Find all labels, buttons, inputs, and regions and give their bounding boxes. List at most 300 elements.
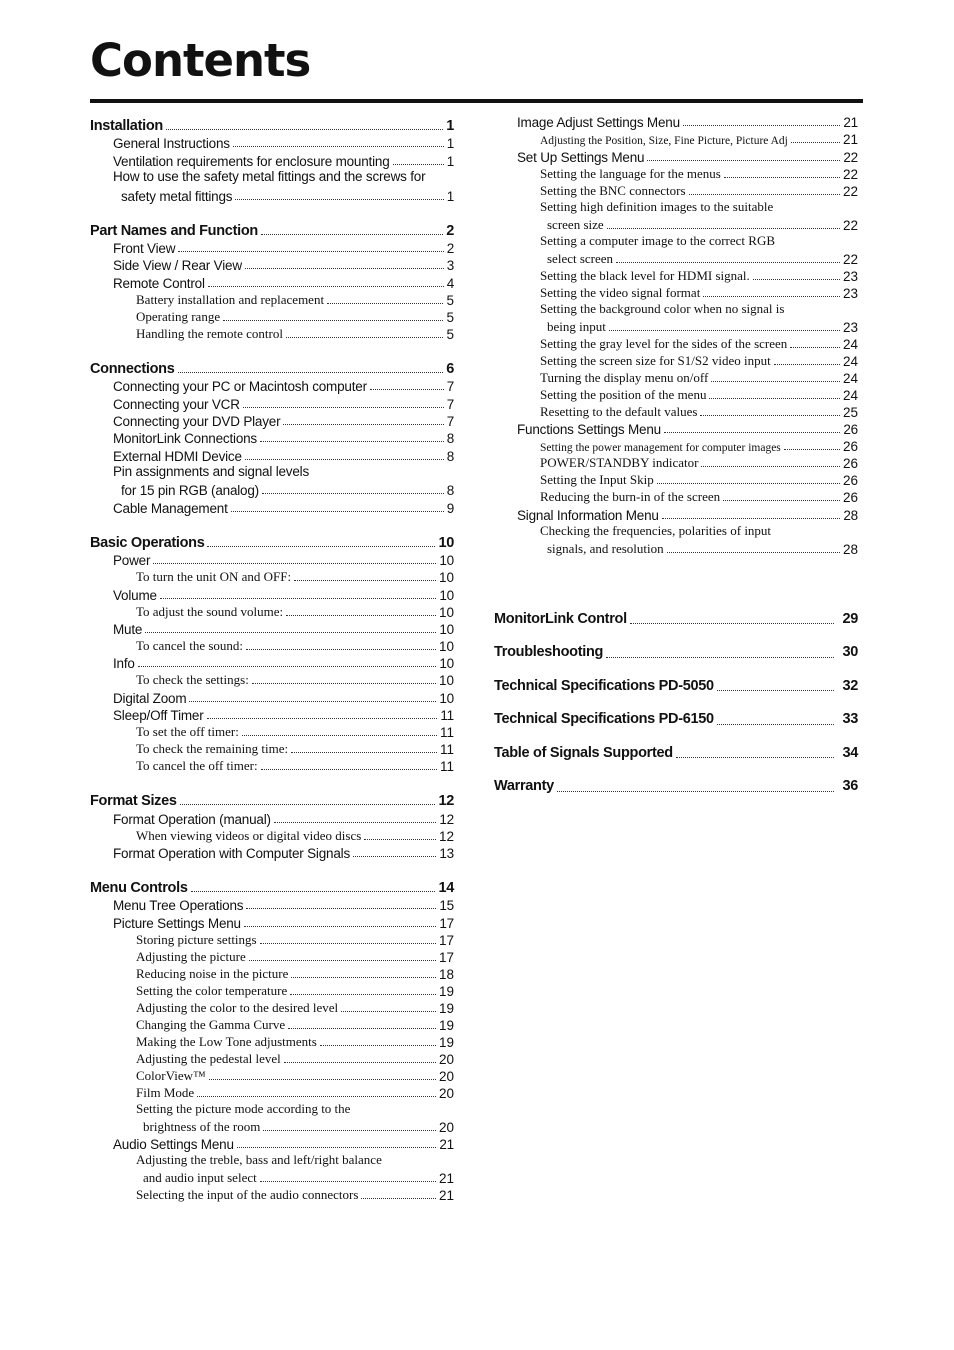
toc-entry-page: 22 <box>842 251 858 267</box>
toc-section-heading[interactable] <box>90 788 454 809</box>
section-gap <box>90 516 454 530</box>
section-gap <box>90 861 454 875</box>
toc-entry-page: 9 <box>446 500 454 516</box>
toc-entry-page: 10 <box>439 587 454 603</box>
toc-entry-label: and audio input select <box>143 1170 257 1186</box>
toc-entry-page: 6 <box>446 360 454 377</box>
toc-entry-page: 17 <box>438 949 454 965</box>
toc-major-heading[interactable] <box>494 636 858 670</box>
dot-leader <box>667 552 840 553</box>
toc-entry-line[interactable]: Adjusting the treble, bass and left/right balance <box>136 1152 382 1168</box>
toc-entry-page: 8 <box>446 483 454 499</box>
toc-entry-page: 10 <box>438 534 454 551</box>
toc-entry-label: Setting the color temperature <box>136 982 288 998</box>
toc-entry-page: 24 <box>842 353 858 369</box>
dot-leader <box>657 483 840 484</box>
toc-entry[interactable] <box>90 585 454 602</box>
toc-entry[interactable] <box>90 446 454 463</box>
toc-entry-label: Functions Settings Menu <box>517 422 661 438</box>
dot-leader <box>244 926 437 927</box>
dot-leader <box>261 769 437 770</box>
toc-entry-page: 5 <box>446 292 454 308</box>
toc-entry-label: To turn the unit ON and OFF: <box>136 569 292 585</box>
toc-entry[interactable] <box>494 505 858 522</box>
toc-entry-label: To set the off timer: <box>136 724 239 740</box>
toc-entry-page: 23 <box>842 268 858 284</box>
dot-leader <box>790 347 840 348</box>
toc-entry[interactable] <box>90 1186 454 1203</box>
toc-entry[interactable] <box>494 386 858 403</box>
toc-entry-label: Setting the video signal format <box>540 284 701 300</box>
dot-leader <box>138 666 437 667</box>
dot-leader <box>630 623 835 624</box>
toc-entry-page: 19 <box>438 1017 454 1033</box>
toc-major-heading[interactable] <box>494 770 858 804</box>
toc-entry-page: 24 <box>842 336 858 352</box>
dot-leader <box>753 279 840 280</box>
toc-entry[interactable] <box>90 429 454 446</box>
toc-entry-page: 1 <box>446 136 454 152</box>
dot-leader <box>557 791 835 792</box>
toc-entry[interactable] <box>90 134 454 151</box>
toc-entry[interactable] <box>90 965 454 982</box>
dot-leader <box>197 1096 436 1097</box>
toc-entry-line[interactable]: Setting the picture mode according to the <box>136 1100 351 1116</box>
toc-entry-label: Film Mode <box>136 1084 195 1100</box>
toc-entry[interactable] <box>90 239 454 256</box>
toc-entry-page: 4 <box>446 275 454 291</box>
dot-leader <box>700 415 840 416</box>
toc-entry-page: 14 <box>438 879 454 896</box>
toc-entry-label: External HDMI Device <box>113 448 242 464</box>
dot-leader <box>233 146 444 147</box>
toc-entry-label: Reducing noise in the picture <box>136 965 289 981</box>
toc-entry-label: Installation <box>90 118 163 134</box>
toc-entry-page: 28 <box>842 541 858 557</box>
toc-entry-label: Adjusting the color to the desired level <box>136 999 339 1015</box>
toc-entry[interactable] <box>90 913 454 930</box>
toc-entry[interactable] <box>90 948 454 965</box>
toc-entry[interactable] <box>494 454 858 471</box>
toc-entry-label: Adjusting the pedestal level <box>136 1050 281 1066</box>
toc-entry-label: Turning the display menu on/off <box>540 369 709 385</box>
toc-entry-label: Adjusting the Position, Size, Fine Picture, Picture Adj <box>540 135 788 148</box>
toc-entry-label: Setting the power management for computer images <box>540 442 781 455</box>
toc-entry[interactable] <box>494 335 858 352</box>
toc-entry-page: 17 <box>438 932 454 948</box>
toc-right-column <box>494 113 858 557</box>
dot-leader <box>784 449 840 450</box>
toc-entry[interactable] <box>494 130 858 147</box>
dot-leader <box>364 839 436 840</box>
toc-entry-page: 17 <box>439 915 454 931</box>
toc-entry-page: 24 <box>842 387 858 403</box>
dot-leader <box>260 1181 436 1182</box>
dot-leader <box>260 441 444 442</box>
toc-entry[interactable] <box>90 1033 454 1050</box>
dot-leader <box>208 286 444 287</box>
dot-leader <box>703 296 840 297</box>
toc-entry[interactable] <box>90 568 454 585</box>
toc-entry[interactable] <box>494 471 858 488</box>
dot-leader <box>260 943 436 944</box>
toc-entry-page: 19 <box>438 983 454 999</box>
toc-major-heading[interactable] <box>494 703 858 737</box>
toc-entry-label: To check the remaining time: <box>136 741 289 757</box>
toc-entry[interactable] <box>494 352 858 369</box>
toc-entry-page: 20 <box>438 1051 454 1067</box>
toc-entry[interactable] <box>90 1084 454 1101</box>
dot-leader <box>286 615 436 616</box>
dot-leader <box>252 683 436 684</box>
toc-entry-page: 11 <box>439 742 454 758</box>
toc-entry-page: 20 <box>438 1085 454 1101</box>
toc-entry-label: Part Names and Function <box>90 222 258 239</box>
toc-entry[interactable] <box>90 481 454 498</box>
toc-entry[interactable] <box>494 437 858 454</box>
toc-entry-label: To cancel the off timer: <box>136 758 258 774</box>
dot-leader <box>245 268 444 269</box>
toc-entry-page: 11 <box>439 759 454 775</box>
toc-entry[interactable] <box>90 620 454 637</box>
toc-entry-label: Digital Zoom <box>113 690 187 706</box>
toc-entry-page: 30 <box>842 644 858 661</box>
toc-entry[interactable] <box>90 896 454 913</box>
toc-entry[interactable] <box>90 1067 454 1084</box>
toc-entry-label: Connecting your DVD Player <box>113 413 281 429</box>
toc-major-sections <box>494 602 858 803</box>
dot-leader <box>724 177 840 178</box>
toc-entry-label: signals, and resolution <box>547 540 664 556</box>
toc-entry[interactable] <box>494 182 858 199</box>
dot-leader <box>207 546 435 547</box>
toc-entry-page: 1 <box>446 153 454 169</box>
toc-entry[interactable] <box>90 999 454 1016</box>
toc-section-heading[interactable] <box>90 356 454 377</box>
dot-leader <box>274 822 437 823</box>
toc-entry-label: Connecting your VCR <box>113 396 240 412</box>
dot-leader <box>237 1147 437 1148</box>
toc-entry-label: Setting the Input Skip <box>540 472 654 488</box>
dot-leader <box>647 160 840 161</box>
dot-leader <box>231 511 444 512</box>
toc-entry[interactable] <box>90 273 454 290</box>
toc-entry[interactable] <box>90 308 454 325</box>
toc-entry-label: Menu Tree Operations <box>113 898 244 914</box>
toc-section-heading[interactable] <box>90 113 454 134</box>
toc-entry[interactable] <box>494 216 858 233</box>
toc-entry[interactable] <box>90 637 454 654</box>
toc-entry-page: 21 <box>842 132 858 148</box>
toc-entry-label: Setting the BNC connectors <box>540 182 686 198</box>
toc-entry-line[interactable]: Pin assignments and signal levels <box>113 463 310 479</box>
dot-leader <box>353 856 436 857</box>
dot-leader <box>676 757 835 758</box>
toc-entry-label: Setting the screen size for S1/S2 video input <box>540 352 771 368</box>
toc-major-heading[interactable] <box>494 602 858 636</box>
dot-leader <box>701 466 840 467</box>
toc-entry-label: Remote Control <box>113 275 205 291</box>
toc-entry-line[interactable]: Setting the background color when no signal is <box>540 300 785 316</box>
toc-entry[interactable] <box>90 325 454 342</box>
toc-entry-label: Set Up Settings Menu <box>517 149 645 165</box>
dot-leader <box>711 381 840 382</box>
dot-leader <box>284 1062 436 1063</box>
dot-leader <box>291 977 436 978</box>
toc-entry[interactable] <box>90 377 454 394</box>
toc-entry-page: 11 <box>439 725 454 741</box>
dot-leader <box>717 724 835 725</box>
toc-entry-label: Setting the position of the menu <box>540 386 707 402</box>
toc-entry[interactable] <box>90 809 454 826</box>
toc-entry-page: 34 <box>842 744 858 761</box>
dot-leader <box>286 337 444 338</box>
toc-entry[interactable] <box>90 1118 454 1135</box>
toc-entry-page: 26 <box>843 422 858 438</box>
toc-entry-label: Battery installation and replacement <box>136 291 325 307</box>
toc-left-column <box>90 113 454 1203</box>
toc-entry-page: 12 <box>438 828 454 844</box>
toc-entry[interactable] <box>90 412 454 429</box>
toc-major-heading[interactable] <box>494 669 858 703</box>
section-gap <box>90 342 454 356</box>
dot-leader <box>709 398 840 399</box>
toc-entry[interactable] <box>90 827 454 844</box>
dot-leader <box>609 330 840 331</box>
toc-entry-page: 10 <box>439 690 454 706</box>
toc-entry-page: 21 <box>843 115 858 131</box>
toc-entry[interactable] <box>90 498 454 515</box>
toc-entry[interactable] <box>494 318 858 335</box>
toc-entry-label: Storing picture settings <box>136 931 257 947</box>
toc-entry[interactable] <box>494 267 858 284</box>
toc-entry[interactable] <box>90 931 454 948</box>
toc-entry[interactable] <box>494 420 858 437</box>
toc-entry[interactable] <box>90 757 454 774</box>
toc-entry-label: Connecting your PC or Macintosh computer <box>113 379 367 395</box>
toc-entry-label: Troubleshooting <box>494 644 604 661</box>
dot-leader <box>191 891 436 892</box>
toc-entry[interactable] <box>494 113 858 130</box>
toc-entry-label: MonitorLink Control <box>494 610 627 627</box>
toc-entry[interactable] <box>494 369 858 386</box>
toc-entry-label: Basic Operations <box>90 534 205 551</box>
toc-entry-label: brightness of the room <box>143 1118 261 1134</box>
toc-entry-page: 28 <box>843 507 858 523</box>
toc-entry-label: General Instructions <box>113 136 230 152</box>
dot-leader <box>291 752 437 753</box>
toc-entry-page: 2 <box>446 222 454 239</box>
toc-entry-page: 22 <box>842 183 858 199</box>
toc-entry-page: 22 <box>842 217 858 233</box>
dot-leader <box>664 432 840 433</box>
toc-entry-line[interactable]: Setting high definition images to the suitable <box>540 198 774 214</box>
dot-leader <box>606 657 834 658</box>
toc-entry-page: 2 <box>446 240 454 256</box>
toc-entry-page: 1 <box>446 118 454 134</box>
toc-entry-page: 21 <box>438 1188 454 1204</box>
toc-entry[interactable] <box>494 488 858 505</box>
toc-entry[interactable] <box>494 165 858 182</box>
toc-entry-label: Selecting the input of the audio connectors <box>136 1187 359 1203</box>
toc-entry-page: 25 <box>842 404 858 420</box>
toc-section-heading[interactable] <box>90 218 454 239</box>
toc-entry-page: 3 <box>446 258 454 274</box>
toc-entry-label: Mute <box>113 622 143 638</box>
toc-entry-label: Power <box>113 553 151 569</box>
toc-entry-label: To cancel the sound: <box>136 638 244 654</box>
toc-entry-label: Info <box>113 656 135 672</box>
section-gap <box>90 774 454 788</box>
dot-leader <box>246 649 436 650</box>
toc-entry-label: Changing the Gamma Curve <box>136 1016 286 1032</box>
toc-entry[interactable] <box>90 723 454 740</box>
toc-entry-label: screen size <box>547 216 604 232</box>
dot-leader <box>662 518 841 519</box>
dot-leader <box>235 199 443 200</box>
toc-major-heading[interactable] <box>494 736 858 770</box>
dot-leader <box>791 142 840 143</box>
toc-entry[interactable] <box>90 1135 454 1152</box>
toc-entry-label: Menu Controls <box>90 879 188 896</box>
toc-entry-page: 23 <box>842 319 858 335</box>
toc-entry-label: select screen <box>547 250 614 266</box>
toc-entry-page: 33 <box>842 711 858 728</box>
dot-leader <box>327 303 443 304</box>
toc-entry[interactable] <box>90 551 454 568</box>
toc-entry[interactable] <box>90 151 454 168</box>
title-rule <box>90 99 863 103</box>
toc-entry[interactable] <box>494 284 858 301</box>
toc-entry[interactable] <box>90 688 454 705</box>
dot-leader <box>246 908 436 909</box>
toc-entry-label: being input <box>547 318 606 334</box>
toc-entry[interactable] <box>90 1050 454 1067</box>
dot-leader <box>294 580 436 581</box>
dot-leader <box>153 563 436 564</box>
dot-leader <box>245 459 444 460</box>
toc-entry-line[interactable]: Checking the frequencies, polarities of input <box>540 522 772 538</box>
toc-entry[interactable] <box>90 844 454 861</box>
toc-entry-page: 23 <box>842 285 858 301</box>
toc-entry-page: 10 <box>438 570 454 586</box>
toc-entry-label: Setting the language for the menus <box>540 165 721 181</box>
toc-entry[interactable] <box>90 654 454 671</box>
toc-entry-label: Cable Management <box>113 500 228 516</box>
toc-entry-label: Image Adjust Settings Menu <box>517 115 680 131</box>
dot-leader <box>223 320 443 321</box>
toc-entry[interactable] <box>90 256 454 273</box>
toc-section-heading[interactable] <box>90 875 454 896</box>
toc-entry-page: 22 <box>842 166 858 182</box>
toc-entry-label: Setting the black level for HDMI signal. <box>540 267 750 283</box>
toc-entry-page: 18 <box>438 966 454 982</box>
dot-leader <box>160 598 437 599</box>
toc-entry[interactable] <box>90 671 454 688</box>
toc-entry-label: Table of Signals Supported <box>494 744 673 761</box>
toc-entry-page: 10 <box>438 639 454 655</box>
toc-entry-label: Operating range <box>136 308 221 324</box>
toc-entry-page: 12 <box>438 793 454 810</box>
toc-entry-page: 12 <box>439 811 454 827</box>
toc-entry-label: safety metal fittings <box>121 188 233 204</box>
toc-entry-page: 7 <box>446 379 454 395</box>
toc-entry-page: 1 <box>446 188 454 204</box>
toc-entry-label: Connections <box>90 360 175 377</box>
toc-entry-label: When viewing videos or digital video discs <box>136 827 362 843</box>
dot-leader <box>178 251 443 252</box>
toc-entry-page: 24 <box>842 370 858 386</box>
dot-leader <box>616 262 840 263</box>
dot-leader <box>263 1130 436 1131</box>
toc-entry-page: 11 <box>440 708 454 724</box>
toc-entry-label: Signal Information Menu <box>517 507 659 523</box>
toc-entry[interactable] <box>90 982 454 999</box>
toc-entry-label: Sleep/Off Timer <box>113 708 204 724</box>
toc-section-heading[interactable] <box>90 530 454 551</box>
toc-entry-line[interactable]: Setting a computer image to the correct RGB <box>540 232 776 248</box>
toc-entry-page: 8 <box>446 448 454 464</box>
toc-entry-label: Format Operation with Computer Signals <box>113 845 351 861</box>
toc-entry-page: 7 <box>446 396 454 412</box>
toc-entry[interactable] <box>90 603 454 620</box>
toc-entry-label: To adjust the sound volume: <box>136 603 284 619</box>
dot-leader <box>243 407 444 408</box>
toc-entry[interactable] <box>90 394 454 411</box>
toc-entry[interactable] <box>90 706 454 723</box>
dot-leader <box>145 632 436 633</box>
toc-entry[interactable] <box>90 740 454 757</box>
toc-entry-label: Warranty <box>494 778 554 795</box>
toc-entry-label: Ventilation requirements for enclosure mounting <box>113 153 390 169</box>
dot-leader <box>341 1011 436 1012</box>
dot-leader <box>166 129 443 130</box>
dot-leader <box>261 234 443 235</box>
toc-entry[interactable] <box>494 147 858 164</box>
toc-entry[interactable] <box>90 1169 454 1186</box>
toc-entry-label: Format Operation (manual) <box>113 811 271 827</box>
toc-entry-line[interactable]: How to use the safety metal fittings and the screws for <box>113 168 426 184</box>
toc-entry[interactable] <box>494 403 858 420</box>
toc-entry-page: 36 <box>842 778 858 795</box>
dot-leader <box>607 228 840 229</box>
dot-leader <box>283 424 443 425</box>
toc-entry-label: Audio Settings Menu <box>113 1137 234 1153</box>
toc-entry-label: Making the Low Tone adjustments <box>136 1033 317 1049</box>
toc-entry-page: 26 <box>842 439 858 455</box>
toc-entry-label: Setting the gray level for the sides of the screen <box>540 335 788 351</box>
toc-entry-page: 13 <box>439 845 454 861</box>
dot-leader <box>393 164 444 165</box>
section-gap <box>90 204 454 218</box>
toc-entry[interactable] <box>90 291 454 308</box>
toc-entry[interactable] <box>90 1016 454 1033</box>
toc-entry[interactable] <box>90 186 454 203</box>
toc-entry-label: Handling the remote control <box>136 325 283 341</box>
toc-entry[interactable] <box>494 540 858 557</box>
toc-entry-page: 21 <box>438 1171 454 1187</box>
toc-entry[interactable] <box>494 250 858 267</box>
toc-entry-label: Technical Specifications PD-6150 <box>494 711 714 728</box>
toc-entry-page: 29 <box>842 610 858 627</box>
toc-entry-page: 26 <box>842 490 858 506</box>
toc-entry-page: 10 <box>439 553 454 569</box>
toc-entry-page: 32 <box>842 677 858 694</box>
toc-entry-label: Reducing the burn-in of the screen <box>540 489 721 505</box>
toc-entry-page: 26 <box>842 473 858 489</box>
toc-entry-label: Volume <box>113 587 157 603</box>
toc-entry-label: To check the settings: <box>136 672 249 688</box>
